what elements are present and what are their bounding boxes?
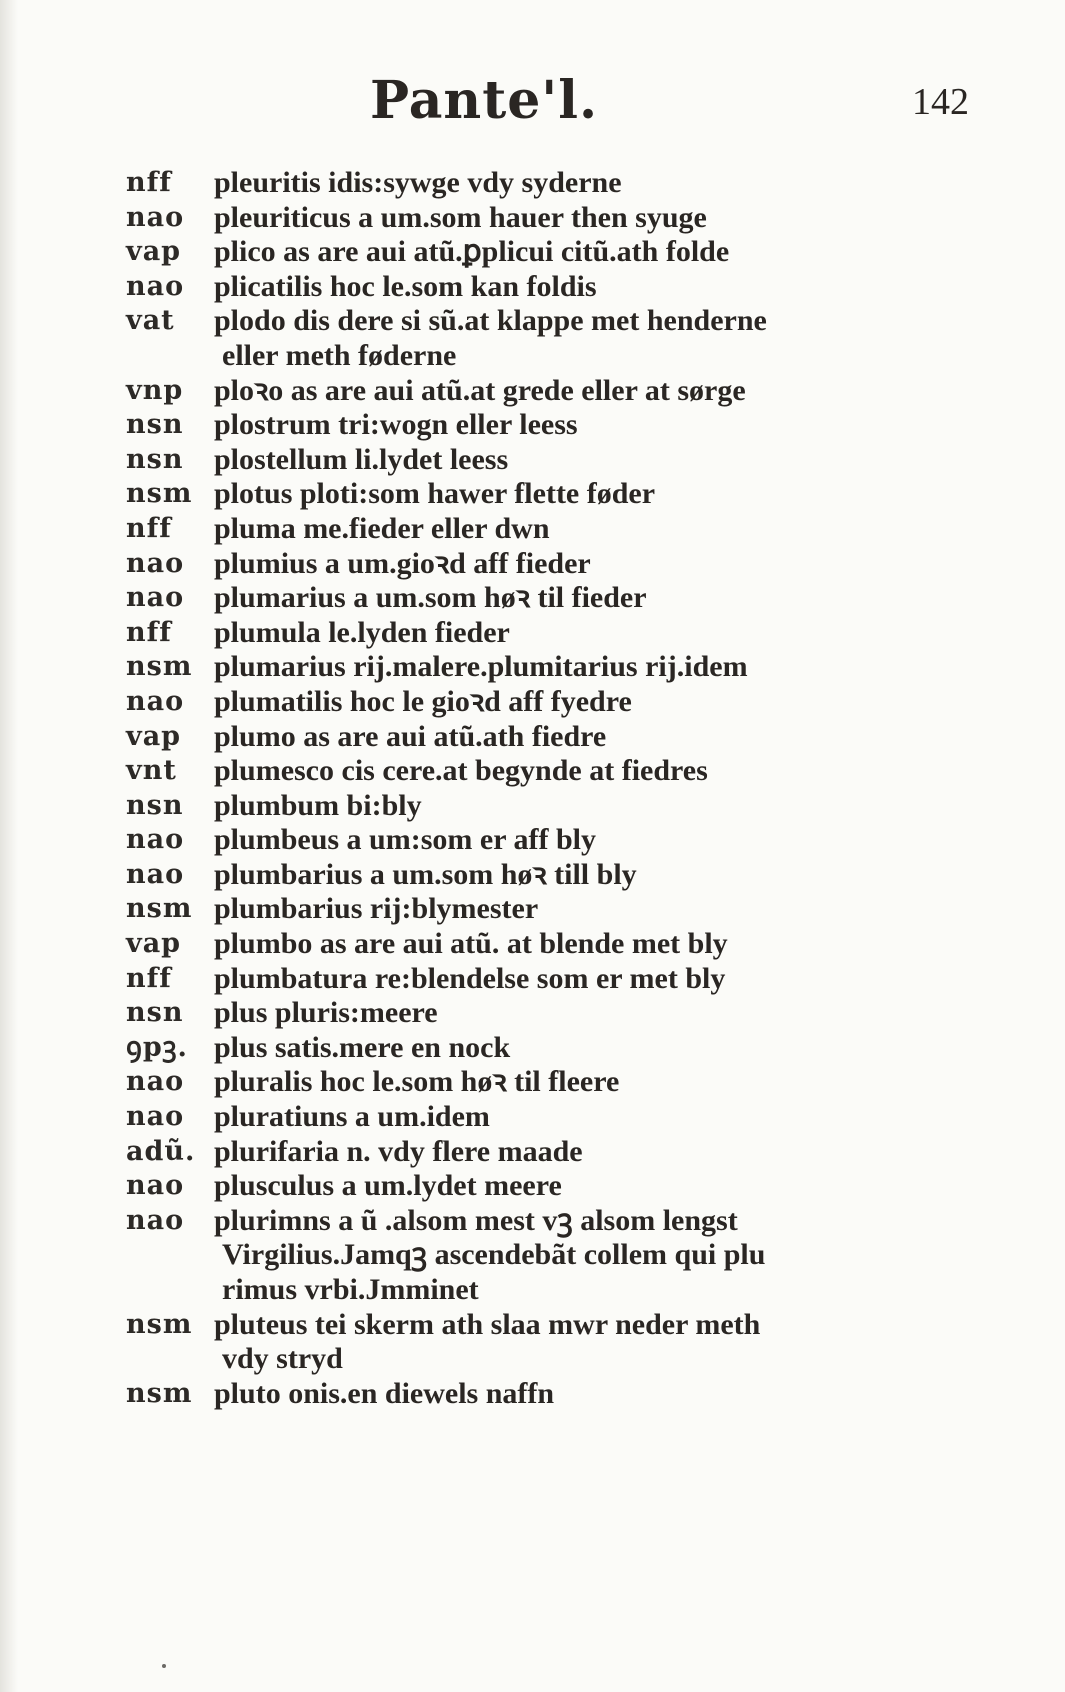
dictionary-entry (0, 374, 1065, 409)
entry-headline: plumbeus a um:som er aff bly (214, 823, 596, 857)
dictionary-entry (0, 512, 1065, 547)
dictionary-entry (0, 166, 1065, 201)
grammar-code: nao (126, 824, 185, 856)
dictionary-entry (0, 650, 1065, 685)
entry-text (214, 1031, 914, 1066)
entry-headline: pluratiuns a um.idem (214, 1100, 490, 1134)
dictionary-entry (0, 996, 1065, 1031)
grammar-code: nao (126, 201, 185, 233)
dictionary-entry (0, 1100, 1065, 1135)
dictionary-entry (0, 270, 1065, 305)
dictionary-entry (0, 1031, 1065, 1066)
entry-text (214, 201, 914, 236)
entry-text (214, 581, 914, 616)
dictionary-entry (0, 685, 1065, 720)
entry-headline: plurifaria n. vdy flere maade (214, 1134, 583, 1168)
paper-speck (162, 1664, 166, 1668)
grammar-code: vap (126, 236, 182, 268)
entry-headline: plumius a um.gioꝛd aff fieder (214, 546, 591, 580)
entry-text (214, 512, 914, 547)
dictionary-entry (0, 1377, 1065, 1412)
grammar-code: nao (126, 582, 185, 614)
entry-headline: pluma me.fieder eller dwn (214, 511, 550, 545)
grammar-code: nsm (126, 893, 193, 925)
entry-headline: plumula le.lyden fieder (214, 615, 510, 649)
entry-text (214, 270, 914, 305)
dictionary-entry (0, 823, 1065, 858)
entry-headline: plumatilis hoc le gioꝛd aff fyedre (214, 684, 632, 718)
entry-text (214, 477, 914, 512)
entry-text (214, 443, 914, 478)
grammar-code: nao (126, 547, 185, 579)
dictionary-entry (0, 1308, 1065, 1377)
entry-text (214, 1065, 914, 1100)
entry-headline: pleuriticus a um.som hauer then syuge (214, 200, 707, 234)
entry-text (214, 650, 914, 685)
dictionary-entry (0, 477, 1065, 512)
grammar-code: nsm (126, 1308, 193, 1340)
grammar-code: vap (126, 720, 182, 752)
grammar-code: adũ. (126, 1135, 196, 1167)
dictionary-entry (0, 927, 1065, 962)
grammar-code: ꝯpꝫ. (126, 1031, 188, 1063)
entry-text (214, 547, 914, 582)
dictionary-entry (0, 720, 1065, 755)
grammar-code: nsm (126, 651, 193, 683)
entry-text (214, 754, 914, 789)
entry-headline: plotus ploti:som hawer flette føder (214, 477, 656, 511)
entry-headline: pluralis hoc le.som høꝛ til fleere (214, 1065, 620, 1099)
entry-text (214, 408, 914, 443)
dictionary-entry (0, 1135, 1065, 1170)
dictionary-entry (0, 1065, 1065, 1100)
entry-headline: plus satis.mere en nock (214, 1030, 511, 1064)
entry-headline: plumbatura re:blendelse som er met bly (214, 961, 726, 995)
entry-headline: plico as are aui atũ.ꝑplicui citũ.ath folde (214, 235, 730, 269)
entry-text (214, 962, 914, 997)
dictionary-entry (0, 547, 1065, 582)
entry-continuation: Virgilius.Jamqꝫ ascendebãt collem qui plu (222, 1238, 766, 1272)
entry-continuation: eller meth føderne (222, 338, 457, 372)
entry-headline: pleuritis idis:sywge vdy syderne (214, 166, 622, 199)
grammar-code: nao (126, 858, 185, 890)
grammar-code: nao (126, 270, 185, 302)
entry-headline: plumesco cis cere.at begynde at fiedres (214, 754, 708, 788)
dictionary-entry (0, 858, 1065, 893)
entry-text (214, 304, 914, 373)
dictionary-entry (0, 892, 1065, 927)
entry-text (214, 1100, 914, 1135)
entry-headline: plumbo as are aui atũ. at blende met bly (214, 927, 728, 961)
entry-headline: plumbarius rij:blymester (214, 892, 539, 926)
grammar-code: nsn (126, 409, 184, 441)
grammar-code: vnp (126, 374, 184, 406)
grammar-code: nff (126, 962, 172, 994)
entry-headline: plurimns a ũ .alsom mest vꝫ alsom lengst (214, 1203, 738, 1237)
dictionary-entry (0, 616, 1065, 651)
grammar-code: nsn (126, 997, 184, 1029)
entry-text (214, 374, 914, 409)
dictionary-entry (0, 1204, 1065, 1308)
dictionary-entry (0, 789, 1065, 824)
dictionary-entry (0, 443, 1065, 478)
entry-headline: plumarius rij.malere.plumitarius rij.idem (214, 650, 748, 684)
dictionary-entry (0, 201, 1065, 236)
grammar-code: vnt (126, 755, 177, 787)
grammar-code: nao (126, 1204, 185, 1236)
grammar-code: nao (126, 1066, 185, 1098)
entry-headline: plumbum bi:bly (214, 788, 422, 822)
grammar-code: nsn (126, 789, 184, 821)
entry-text (214, 1377, 914, 1412)
entry-text (214, 1204, 914, 1308)
page-number: 142 (912, 81, 969, 123)
entry-list (0, 166, 1065, 1411)
grammar-code: nsm (126, 1377, 193, 1409)
grammar-code: nao (126, 1170, 185, 1202)
entry-continuation: rimus vrbi.Jmminet (222, 1273, 479, 1306)
dictionary-entry (0, 1169, 1065, 1204)
running-title: Pante'l. (370, 70, 599, 131)
entry-headline: plumo as are aui atũ.ath fiedre (214, 719, 607, 753)
entry-headline: plus pluris:meere (214, 996, 438, 1030)
grammar-code: vat (126, 305, 175, 337)
grammar-code: nff (126, 616, 172, 648)
entry-continuation: vdy stryd (222, 1342, 343, 1376)
grammar-code: nff (126, 512, 172, 544)
entry-text (214, 720, 914, 755)
entry-headline: plusculus a um.lydet meere (214, 1169, 562, 1203)
dictionary-entry (0, 581, 1065, 616)
grammar-code: vap (126, 928, 182, 960)
entry-text (214, 235, 914, 270)
grammar-code: nsn (126, 443, 184, 475)
grammar-code: nao (126, 685, 185, 717)
entry-headline: pluto onis.en diewels naffn (214, 1376, 555, 1410)
entry-text (214, 685, 914, 720)
grammar-code: nao (126, 1101, 185, 1133)
dictionary-entry (0, 408, 1065, 443)
entry-headline: pluteus tei skerm ath slaa mwr neder meth (214, 1307, 761, 1341)
entry-text (214, 927, 914, 962)
entry-text (214, 789, 914, 824)
entry-text (214, 616, 914, 651)
dictionary-entry (0, 235, 1065, 270)
entry-text (214, 823, 914, 858)
entry-headline: plumbarius a um.som høꝛ till bly (214, 857, 637, 891)
entry-text (214, 1135, 914, 1170)
page-header (0, 70, 1065, 140)
grammar-code: nsm (126, 478, 193, 510)
dictionary-entry (0, 304, 1065, 373)
entry-text (214, 996, 914, 1031)
entry-text (214, 166, 914, 201)
entry-headline: plicatilis hoc le.som kan foldis (214, 269, 597, 303)
entry-headline: plodo dis dere si sũ.at klappe met henderne (214, 304, 767, 338)
dictionary-entry (0, 754, 1065, 789)
entry-headline: plumarius a um.som høꝛ til fieder (214, 581, 647, 615)
entry-text (214, 1169, 914, 1204)
entry-headline: ploꝛo as are aui atũ.at grede eller at sørge (214, 373, 746, 407)
entry-text (214, 858, 914, 893)
grammar-code: nff (126, 167, 172, 198)
entry-text (214, 1308, 914, 1377)
entry-headline: plostrum tri:wogn eller leess (214, 408, 578, 442)
entry-headline: plostellum li.lydet leess (214, 442, 509, 476)
entry-text (214, 892, 914, 927)
dictionary-entry (0, 962, 1065, 997)
